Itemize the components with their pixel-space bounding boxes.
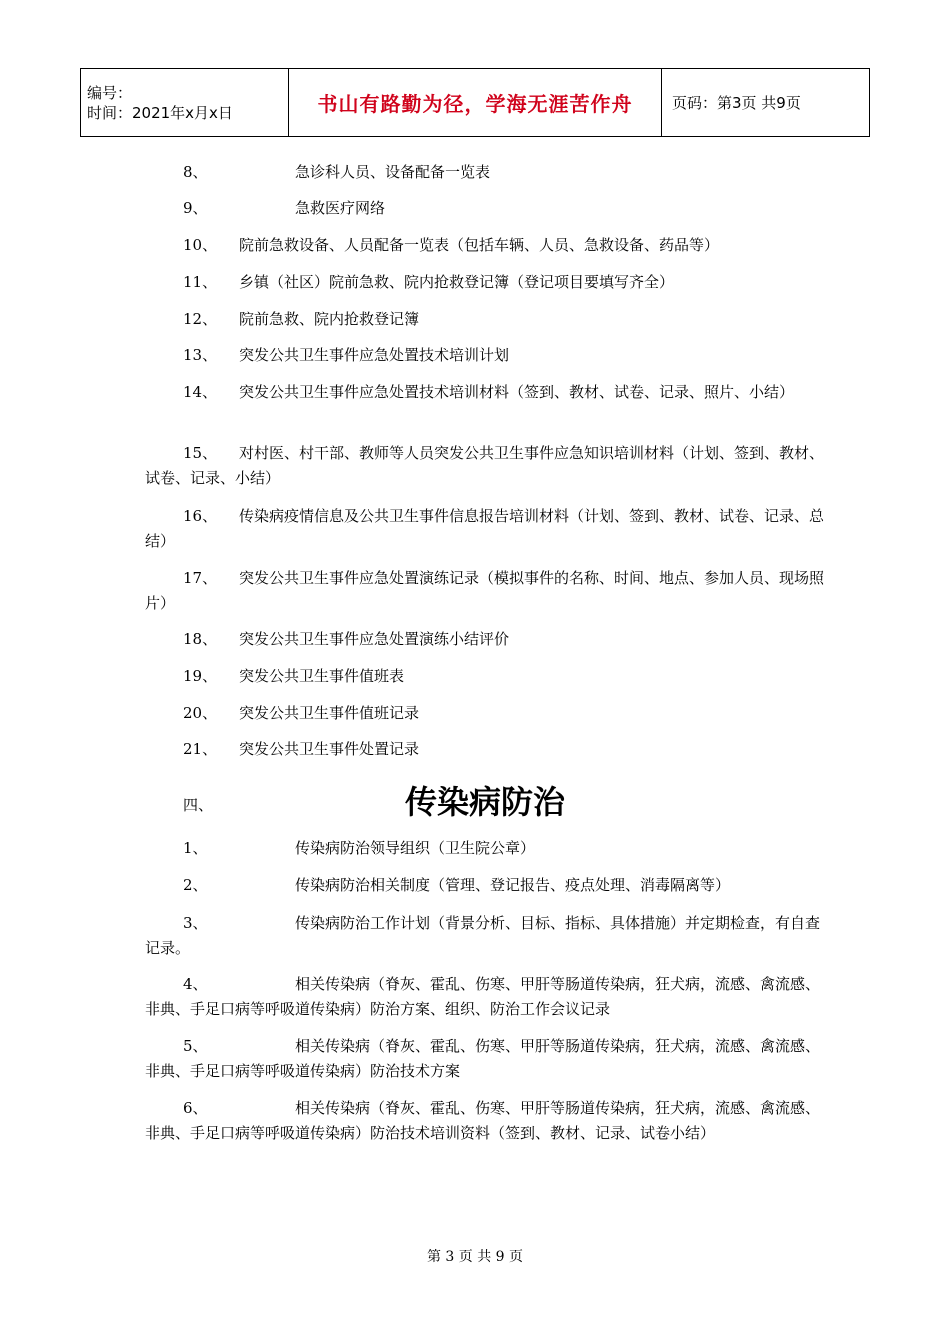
section-number: 四、 [183, 796, 214, 814]
list-item: 15、 对村医、村干部、教师等人员突发公共卫生事件应急知识培训材料（计划、签到、教材、试卷、记录、小结） [145, 444, 825, 487]
list-item: 4、 相关传染病（脊灰、霍乱、伤寒、甲肝等肠道传染病，狂犬病，流感、禽流感、非典、手足口病等呼吸道传染病）防治方案、组织、防治工作会议记录 [145, 975, 821, 1018]
section-title: 传染病防治 [404, 783, 565, 821]
header-page-info: 页码：第3页 共9页 [662, 69, 870, 137]
list-item: 19、 突发公共卫生事件值班表 [183, 667, 405, 685]
header-meta [81, 69, 289, 137]
list-item: 5、 相关传染病（脊灰、霍乱、伤寒、甲肝等肠道传染病，狂犬病，流感、禽流感、非典、手足口病等呼吸道传染病）防治技术方案 [145, 1037, 821, 1080]
section-heading [145, 780, 825, 830]
page-footer: 第 3 页 共 9 页 [426, 1249, 524, 1265]
list-item: 18、 突发公共卫生事件应急处置演练小结评价 [183, 630, 510, 648]
list-item: 20、 突发公共卫生事件值班记录 [183, 704, 420, 722]
list-item: 21、 突发公共卫生事件处置记录 [183, 740, 420, 758]
list-item: 6、 相关传染病（脊灰、霍乱、伤寒、甲肝等肠道传染病，狂犬病，流感、禽流感、非典、手足口病等呼吸道传染病）防治技术培训资料（签到、教材、记录、试卷小结） [145, 1099, 821, 1142]
list-item: 2、 传染病防治相关制度（管理、登记报告、疫点处理、消毒隔离等） [183, 876, 731, 894]
list-item: 10、 院前急救设备、人员配备一览表（包括车辆、人员、急救设备、药品等） [183, 236, 720, 254]
list-item: 12、 院前急救、院内抢救登记簿 [183, 310, 420, 328]
list-item: 11、 乡镇（社区）院前急救、院内抢救登记簿（登记项目要填写齐全） [183, 273, 675, 291]
list-item: 3、 传染病防治工作计划（背景分析、目标、指标、具体措施）并定期检查，有自查记录。 [145, 914, 821, 957]
code-label: 编号： [87, 83, 133, 102]
page-header [80, 68, 870, 137]
list-item: 9、 急救医疗网络 [183, 199, 386, 217]
list-item: 17、 突发公共卫生事件应急处置演练记录（模拟事件的名称、时间、地点、参加人员、现场照片） [145, 569, 825, 612]
list-item: 16、 传染病疫情信息及公共卫生事件信息报告培训材料（计划、签到、教材、试卷、记录、总结） [145, 507, 825, 550]
list-item: 1、 传染病防治领导组织（卫生院公章） [183, 839, 536, 857]
list-item: 13、 突发公共卫生事件应急处置技术培训计划 [183, 346, 510, 364]
list-item: 8、 急诊科人员、设备配备一览表 [183, 163, 491, 181]
date-label: 时间：2021年x月x日 [87, 103, 233, 122]
list-item: 14、 突发公共卫生事件应急处置技术培训材料（签到、教材、试卷、记录、照片、小结） [183, 383, 795, 401]
header-motto: 书山有路勤为径，学海无涯苦作舟 [289, 69, 662, 137]
